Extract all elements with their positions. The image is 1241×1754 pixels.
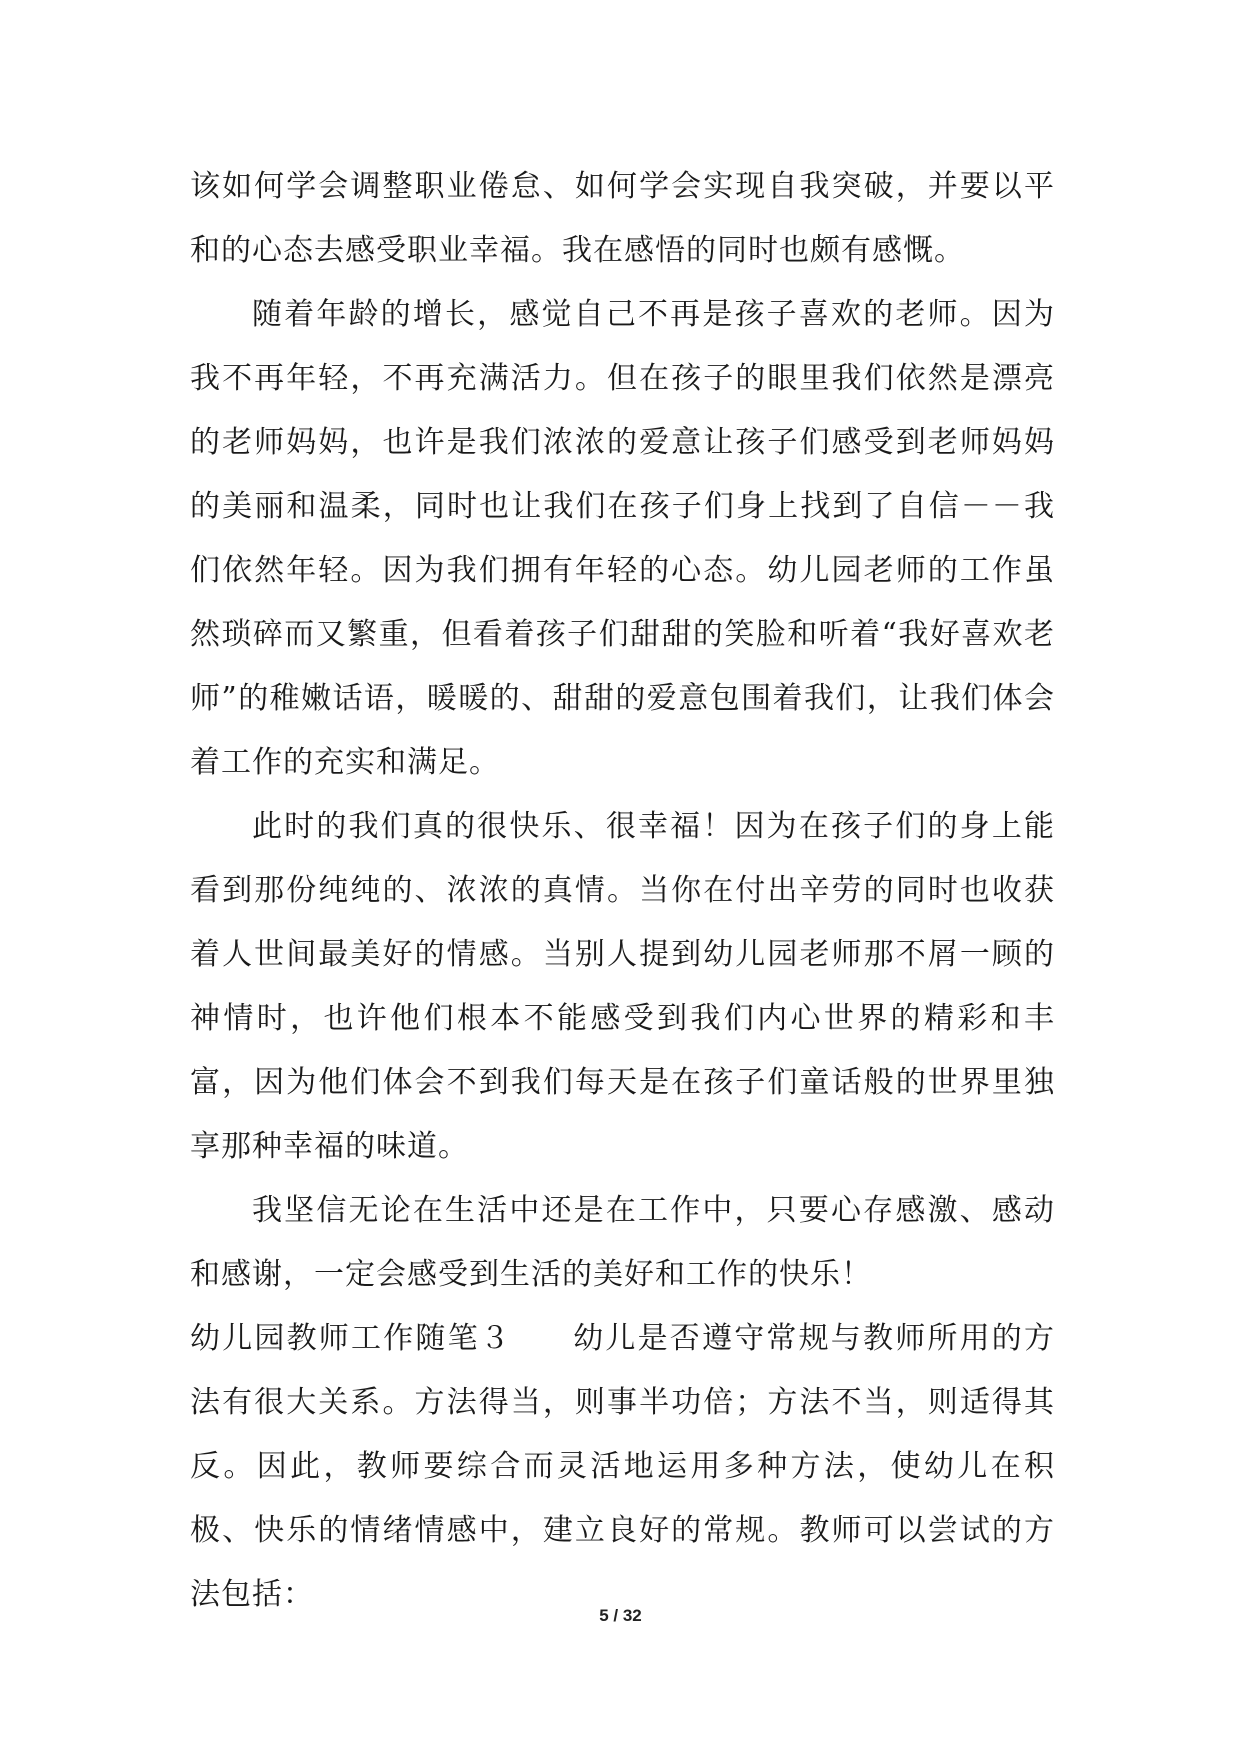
paragraph-3: 此时的我们真的很快乐、很幸福！因为在孩子们的身上能看到那份纯纯的、浓浓的真情。当你在付出辛劳的同时也收获着人世间最美好的情感。当别人提到幼儿园老师那不屑一顾的神情时，也许他们根本不能感受到我们内心世界的精彩和丰富，因为他们体会不到我们每天是在孩子们童话般的世界里独享那种幸福的味道。 <box>190 809 1055 1164</box>
paragraph-1: 该如何学会调整职业倦怠、如何学会实现自我突破，并要以平和的心态去感受职业幸福。我在感悟的同时也颇有感慨。 <box>190 169 1055 268</box>
document-body <box>190 155 1055 1627</box>
paragraph-2: 随着年龄的增长，感觉自己不再是孩子喜欢的老师。因为我不再年轻，不再充满活力。但在孩子的眼里我们依然是漂亮的老师妈妈，也许是我们浓浓的爱意让孩子们感受到老师妈妈的美丽和温柔，同时也让我们在孩子们身上找到了自信－－我们依然年轻。因为我们拥有年轻的心态。幼儿园老师的工作虽然琐碎而又繁重，但看着孩子们甜甜的笑脸和听着“我好喜欢老师”的稚嫩话语，暖暖的、甜甜的爱意包围着我们，让我们体会着工作的充实和满足。 <box>190 297 1055 780</box>
section-title: 幼儿园教师工作随笔３ <box>190 1321 512 1356</box>
page-number: 5 / 32 <box>599 1606 642 1625</box>
section-paragraph <box>190 1307 1055 1627</box>
paragraph-4: 我坚信无论在生活中还是在工作中，只要心存感激、感动和感谢，一定会感受到生活的美好和工作的快乐！ <box>190 1193 1055 1292</box>
section-text: 幼儿是否遵守常规与教师所用的方法有很大关系。方法得当，则事半功倍；方法不当，则适得其反。因此，教师要综合而灵活地运用多种方法，使幼儿在积极、快乐的情绪情感中，建立良好的常规。教师可以尝试的方法包括： <box>190 1321 1055 1612</box>
